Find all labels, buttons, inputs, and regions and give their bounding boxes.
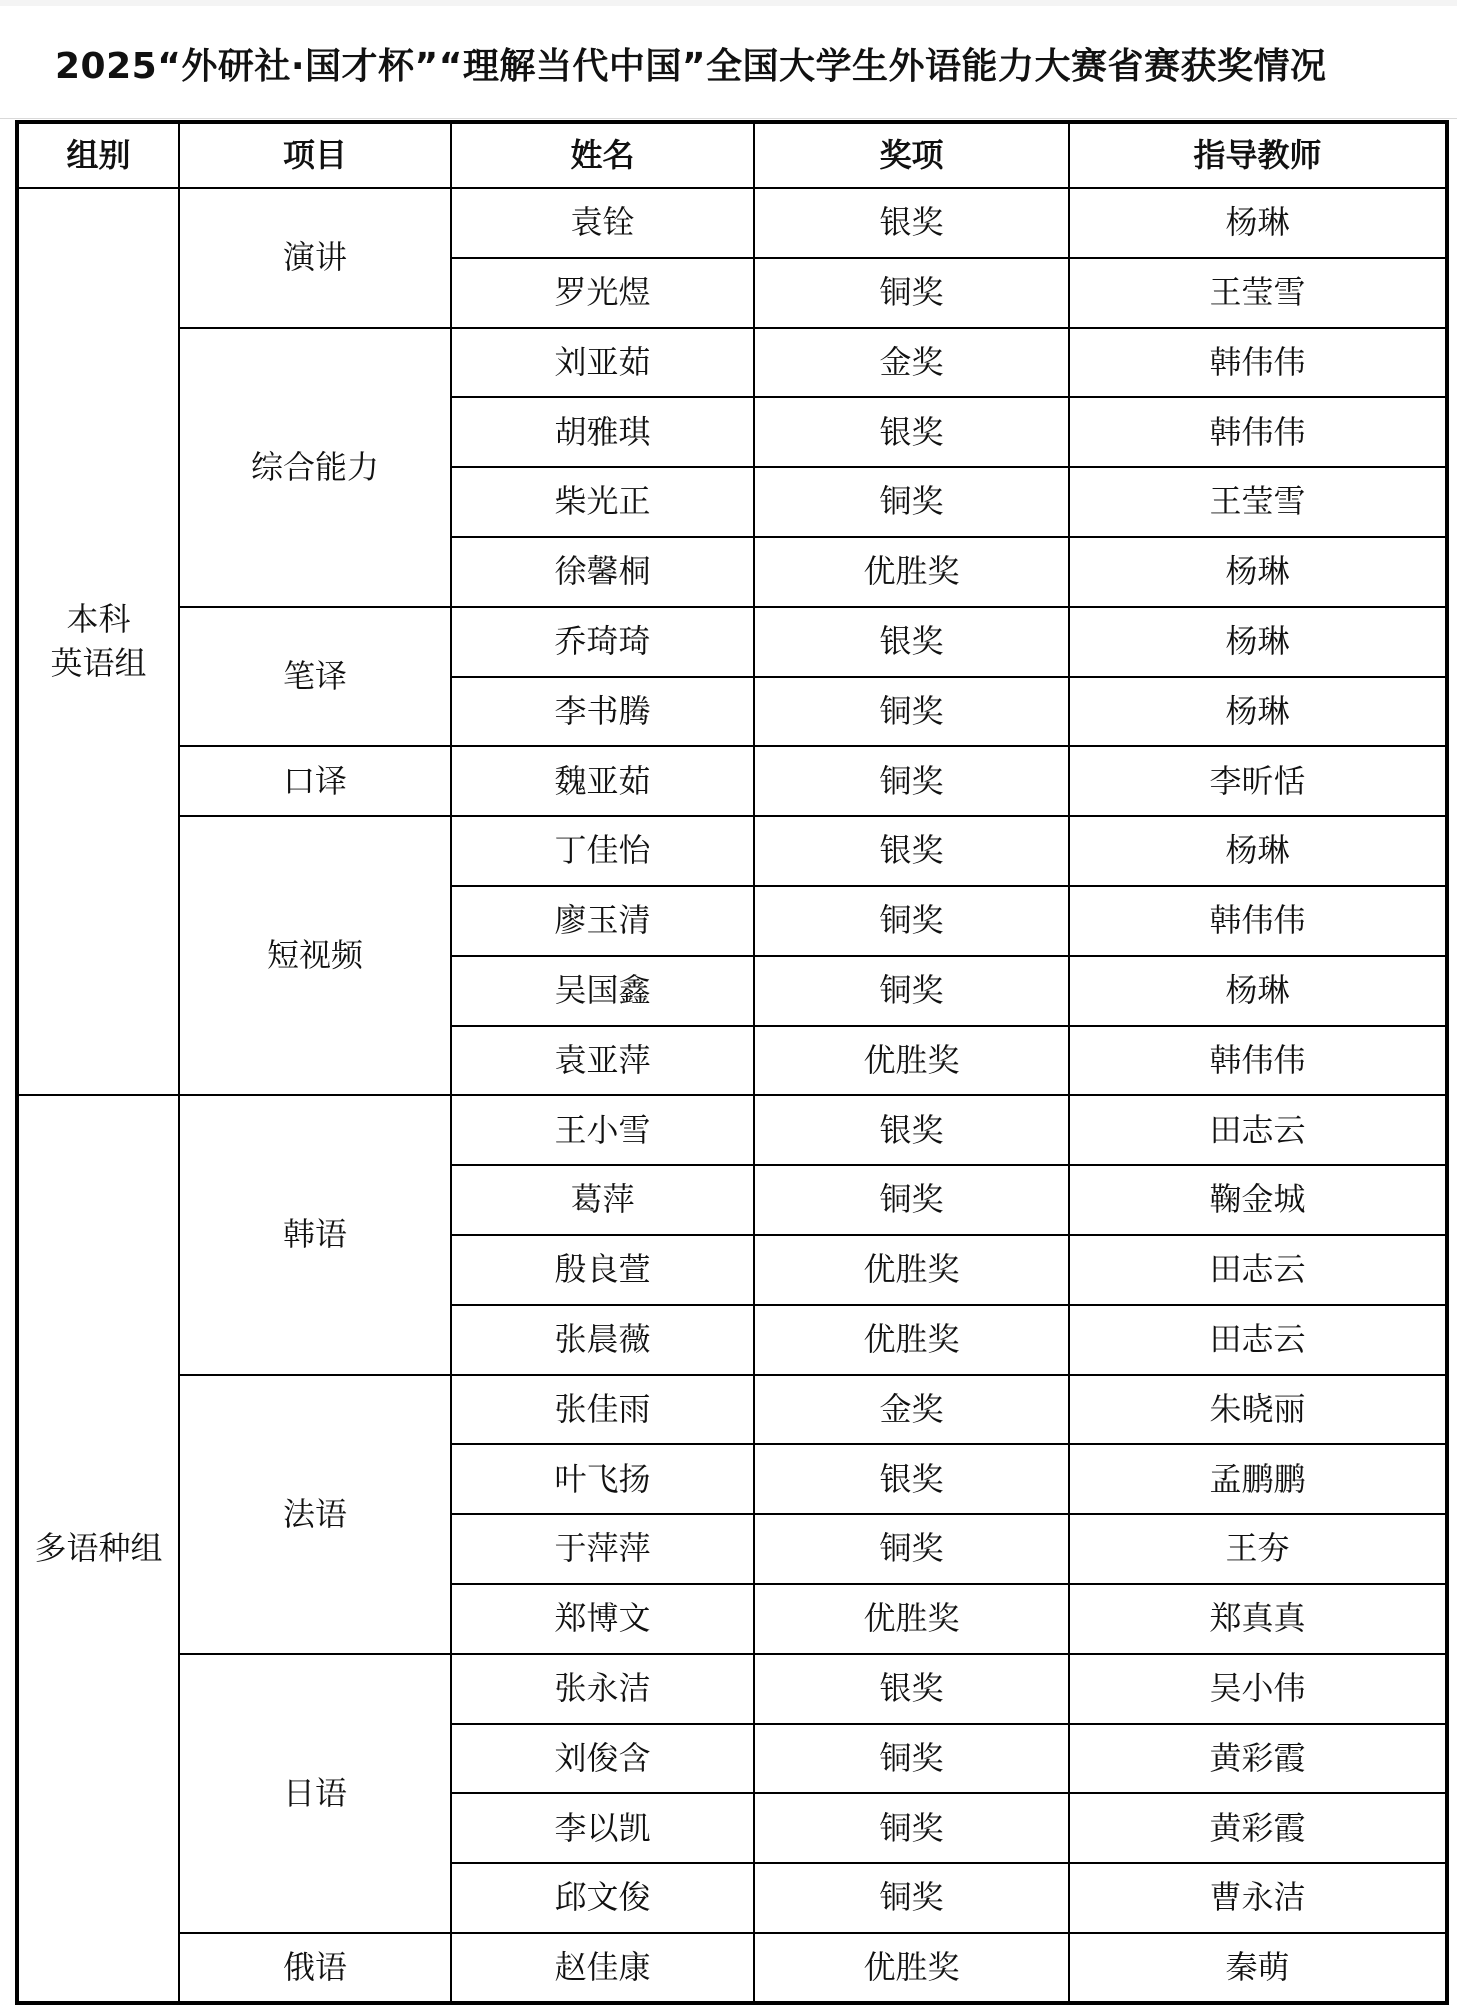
teacher-cell: 朱晓丽	[1069, 1375, 1447, 1445]
header-row	[17, 122, 1447, 188]
item-cell: 俄语	[179, 1933, 451, 2003]
table-row	[17, 607, 1447, 677]
name-cell: 李书腾	[451, 677, 754, 747]
name-cell: 徐馨桐	[451, 537, 754, 607]
teacher-cell: 秦萌	[1069, 1933, 1447, 2003]
award-cell: 优胜奖	[754, 1933, 1069, 2003]
table-row	[17, 1095, 1447, 1165]
name-cell: 叶飞扬	[451, 1444, 754, 1514]
name-cell: 张永洁	[451, 1654, 754, 1724]
table-row	[17, 1933, 1447, 2003]
name-cell: 刘亚茹	[451, 328, 754, 398]
award-cell: 铜奖	[754, 258, 1069, 328]
teacher-cell: 鞠金城	[1069, 1165, 1447, 1235]
award-cell: 优胜奖	[754, 1584, 1069, 1654]
name-cell: 丁佳怡	[451, 816, 754, 886]
teacher-cell: 吴小伟	[1069, 1654, 1447, 1724]
teacher-cell: 韩伟伟	[1069, 397, 1447, 467]
title-bar	[0, 0, 1457, 120]
teacher-cell: 曹永洁	[1069, 1863, 1447, 1933]
teacher-cell: 田志云	[1069, 1235, 1447, 1305]
name-cell: 袁铨	[451, 188, 754, 258]
award-cell: 优胜奖	[754, 1305, 1069, 1375]
name-cell: 于萍萍	[451, 1514, 754, 1584]
item-cell: 短视频	[179, 816, 451, 1095]
teacher-cell: 韩伟伟	[1069, 328, 1447, 398]
table-row	[17, 1654, 1447, 1724]
teacher-cell: 王莹雪	[1069, 258, 1447, 328]
header-item: 项目	[179, 122, 451, 188]
award-cell: 银奖	[754, 1095, 1069, 1165]
name-cell: 袁亚萍	[451, 1026, 754, 1096]
item-cell: 演讲	[179, 188, 451, 328]
header-award: 奖项	[754, 122, 1069, 188]
name-cell: 柴光正	[451, 467, 754, 537]
table-row	[17, 328, 1447, 398]
item-cell: 韩语	[179, 1095, 451, 1374]
name-cell: 张晨薇	[451, 1305, 754, 1375]
name-cell: 乔琦琦	[451, 607, 754, 677]
teacher-cell: 杨琳	[1069, 816, 1447, 886]
teacher-cell: 杨琳	[1069, 537, 1447, 607]
table-body	[17, 188, 1447, 2003]
teacher-cell: 王莹雪	[1069, 467, 1447, 537]
table-row	[17, 746, 1447, 816]
teacher-cell: 王夯	[1069, 1514, 1447, 1584]
teacher-cell: 孟鹏鹏	[1069, 1444, 1447, 1514]
group-cell: 多语种组	[17, 1095, 179, 2003]
awards-table	[15, 120, 1449, 2005]
table-row	[17, 188, 1447, 258]
award-cell: 铜奖	[754, 1724, 1069, 1794]
teacher-cell: 杨琳	[1069, 188, 1447, 258]
table-row	[17, 1375, 1447, 1445]
name-cell: 王小雪	[451, 1095, 754, 1165]
award-cell: 铜奖	[754, 956, 1069, 1026]
name-cell: 吴国鑫	[451, 956, 754, 1026]
award-cell: 金奖	[754, 1375, 1069, 1445]
award-cell: 银奖	[754, 397, 1069, 467]
teacher-cell: 田志云	[1069, 1305, 1447, 1375]
award-cell: 铜奖	[754, 1514, 1069, 1584]
table-row	[17, 816, 1447, 886]
name-cell: 廖玉清	[451, 886, 754, 956]
header-teacher: 指导教师	[1069, 122, 1447, 188]
award-cell: 铜奖	[754, 1863, 1069, 1933]
name-cell: 殷良萱	[451, 1235, 754, 1305]
header-name: 姓名	[451, 122, 754, 188]
group-cell: 本科 英语组	[17, 188, 179, 1095]
award-cell: 银奖	[754, 816, 1069, 886]
name-cell: 刘俊含	[451, 1724, 754, 1794]
sheet-gridline	[0, 118, 1457, 119]
item-cell: 口译	[179, 746, 451, 816]
item-cell: 笔译	[179, 607, 451, 747]
name-cell: 葛萍	[451, 1165, 754, 1235]
teacher-cell: 杨琳	[1069, 677, 1447, 747]
award-cell: 银奖	[754, 607, 1069, 677]
item-cell: 日语	[179, 1654, 451, 1933]
name-cell: 罗光煜	[451, 258, 754, 328]
teacher-cell: 黄彩霞	[1069, 1724, 1447, 1794]
award-cell: 铜奖	[754, 1165, 1069, 1235]
award-cell: 银奖	[754, 188, 1069, 258]
award-cell: 优胜奖	[754, 1026, 1069, 1096]
page-title: 2025“外研社·国才杯”“理解当代中国”全国大学生外语能力大赛省赛获奖情况	[55, 46, 1327, 87]
teacher-cell: 杨琳	[1069, 956, 1447, 1026]
name-cell: 李以凯	[451, 1793, 754, 1863]
item-cell: 综合能力	[179, 328, 451, 607]
name-cell: 郑博文	[451, 1584, 754, 1654]
name-cell: 张佳雨	[451, 1375, 754, 1445]
teacher-cell: 韩伟伟	[1069, 1026, 1447, 1096]
award-cell: 金奖	[754, 328, 1069, 398]
award-cell: 银奖	[754, 1444, 1069, 1514]
teacher-cell: 郑真真	[1069, 1584, 1447, 1654]
teacher-cell: 杨琳	[1069, 607, 1447, 677]
name-cell: 邱文俊	[451, 1863, 754, 1933]
teacher-cell: 韩伟伟	[1069, 886, 1447, 956]
item-cell: 法语	[179, 1375, 451, 1654]
award-cell: 优胜奖	[754, 1235, 1069, 1305]
award-cell: 优胜奖	[754, 537, 1069, 607]
award-cell: 银奖	[754, 1654, 1069, 1724]
name-cell: 魏亚茹	[451, 746, 754, 816]
name-cell: 赵佳康	[451, 1933, 754, 2003]
award-cell: 铜奖	[754, 677, 1069, 747]
teacher-cell: 黄彩霞	[1069, 1793, 1447, 1863]
award-cell: 铜奖	[754, 886, 1069, 956]
award-cell: 铜奖	[754, 746, 1069, 816]
name-cell: 胡雅琪	[451, 397, 754, 467]
teacher-cell: 田志云	[1069, 1095, 1447, 1165]
award-cell: 铜奖	[754, 467, 1069, 537]
teacher-cell: 李昕恬	[1069, 746, 1447, 816]
header-group: 组别	[17, 122, 179, 188]
table-header	[17, 122, 1447, 188]
award-cell: 铜奖	[754, 1793, 1069, 1863]
